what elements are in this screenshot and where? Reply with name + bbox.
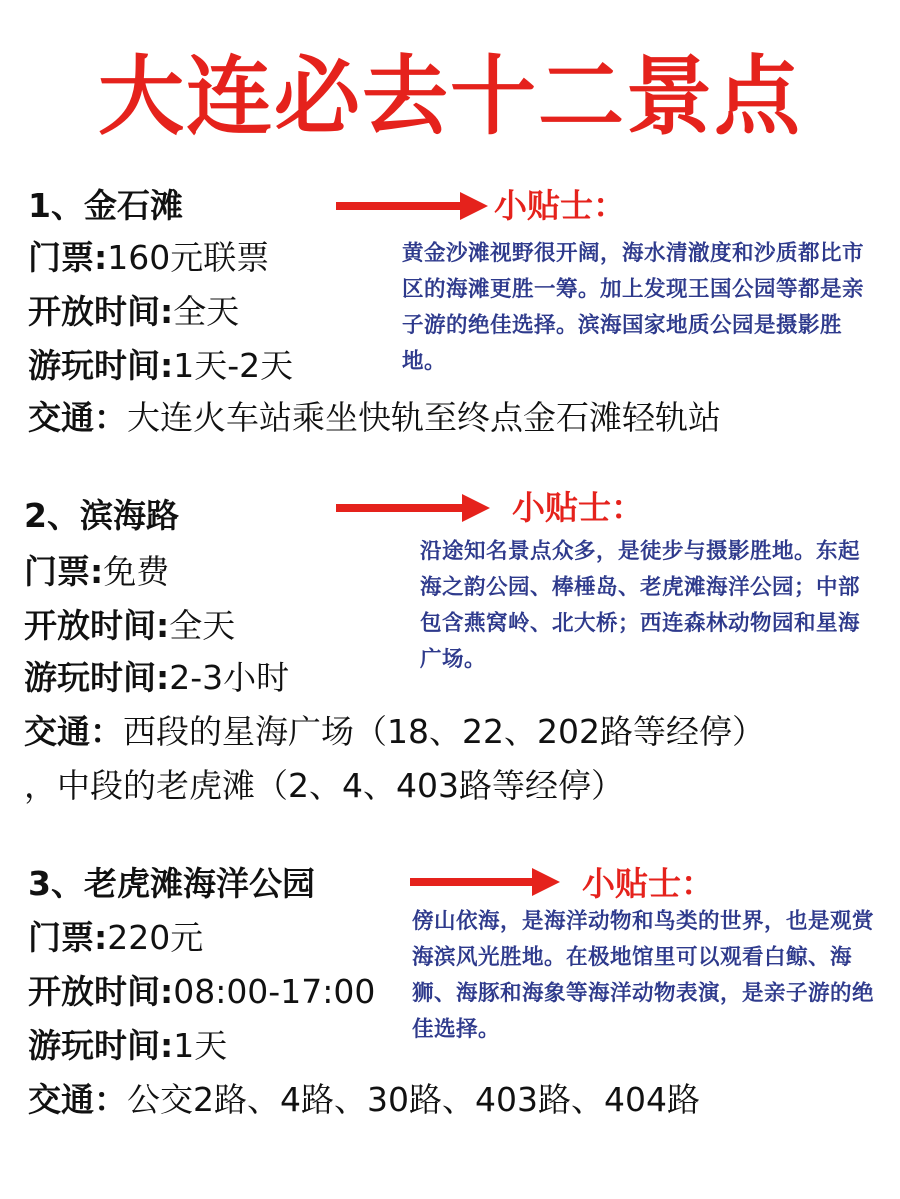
tip-label: 小贴士： <box>512 488 644 527</box>
play-time-value: 1天 <box>173 1026 228 1065</box>
tip-text: 傍山依海，是海洋动物和鸟类的世界，也是观赏海滨风光胜地。在极地馆里可以观看白鲸、海狮、海豚和海象等海洋动物表演，是亲子游的绝佳选择。 <box>412 909 875 1042</box>
play-time-row <box>28 344 293 388</box>
page-title: 大连必去十二景点 <box>98 47 802 147</box>
play-time-row <box>28 1024 227 1068</box>
open-time-row <box>28 970 375 1014</box>
ticket-row <box>28 236 269 280</box>
traffic-value: 公交2路、4路、30路、403路、404路 <box>127 1080 700 1119</box>
traffic-row <box>28 1078 700 1122</box>
open-time-label: 开放时间: <box>28 972 174 1011</box>
spot-heading: 2、滨海路 <box>24 496 179 535</box>
play-time-label: 游玩时间: <box>28 1026 174 1065</box>
arrow-icon <box>336 202 462 210</box>
spot-heading: 3、老虎滩海洋公园 <box>28 864 315 903</box>
traffic-row <box>28 396 721 440</box>
open-time-value: 全天 <box>169 606 236 645</box>
tip-label: 小贴士： <box>582 864 714 903</box>
open-time-row <box>24 604 235 648</box>
traffic-row <box>24 710 765 754</box>
tip-text: 黄金沙滩视野很开阔，海水清澈度和沙质都比市区的海滩更胜一筹。加上发现王国公园等都是亲子游的绝佳选择。滨海国家地质公园是摄影胜地。 <box>402 241 865 374</box>
ticket-label: 门票: <box>24 552 104 591</box>
play-time-row <box>24 656 289 700</box>
traffic-label: 交通： <box>28 1080 127 1119</box>
play-time-value: 1天-2天 <box>173 346 294 385</box>
ticket-row <box>28 916 203 960</box>
play-time-label: 游玩时间: <box>28 346 174 385</box>
tip-text: 沿途知名景点众多，是徒步与摄影胜地。东起海之韵公园、棒棰岛、老虎滩海洋公园；中部包含燕窝岭、北大桥；西连森林动物园和星海广场。 <box>420 539 861 672</box>
traffic-value: 西段的星海广场（18、22、202路等经停） <box>123 712 765 751</box>
tip-label: 小贴士： <box>494 186 626 225</box>
ticket-value: 220元 <box>107 918 204 957</box>
ticket-label: 门票: <box>28 238 108 277</box>
spot-heading: 1、金石滩 <box>28 186 183 225</box>
ticket-value: 160元联票 <box>107 238 270 277</box>
traffic-label: 交通： <box>28 398 127 437</box>
arrow-icon <box>336 504 464 512</box>
play-time-label: 游玩时间: <box>24 658 170 697</box>
ticket-value: 免费 <box>103 552 170 591</box>
open-time-row <box>28 290 239 334</box>
open-time-value: 全天 <box>173 292 240 331</box>
open-time-value: 08:00-17:00 <box>173 972 376 1011</box>
play-time-value: 2-3小时 <box>169 658 290 697</box>
ticket-label: 门票: <box>28 918 108 957</box>
traffic-row-continued: ，中段的老虎滩（2、4、403路等经停） <box>24 766 624 805</box>
traffic-value: 大连火车站乘坐快轨至终点金石滩轻轨站 <box>127 398 721 437</box>
traffic-label: 交通： <box>24 712 123 751</box>
arrow-icon <box>410 878 534 886</box>
open-time-label: 开放时间: <box>28 292 174 331</box>
ticket-row <box>24 550 169 594</box>
open-time-label: 开放时间: <box>24 606 170 645</box>
